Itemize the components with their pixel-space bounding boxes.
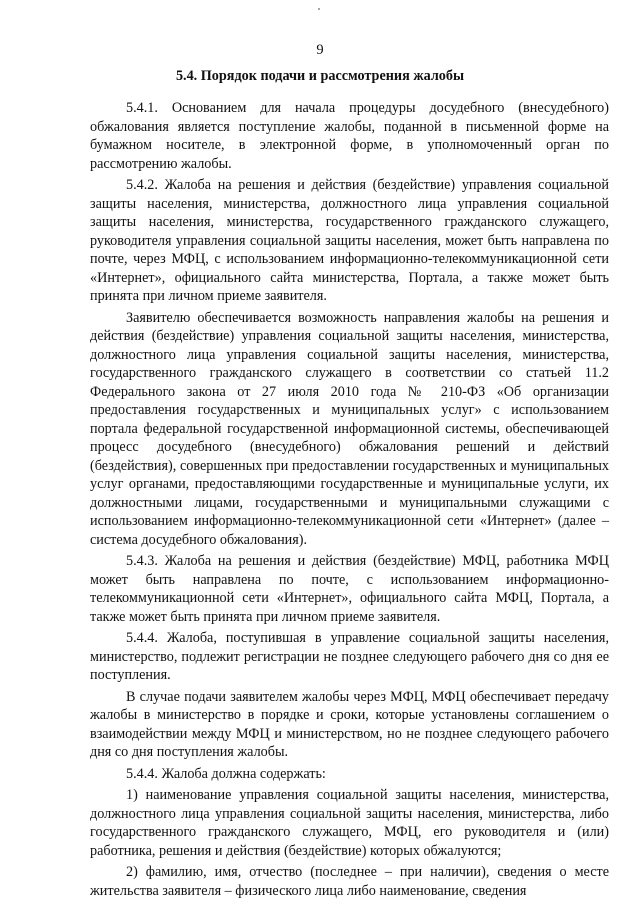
section-heading: 5.4. Порядок подачи и рассмотрения жалобы [175,68,465,84]
list-item-2: 2) фамилию, имя, отчество (последнее – при наличии), сведения о месте жительства заявителя – физического лица либо наименование, сведения [90,864,609,899]
paragraph-5-4-3: 5.4.3. Жалоба на решения и действия (бездействие) МФЦ, работника МФЦ может быть направлена по почте, с использованием информационно-телекоммуникационной сети «Интернет», официального сайта МФЦ, Портала, а также может быть принята при личном приеме заявителя. [90,553,609,625]
paragraph-mfc-transfer: В случае подачи заявителем жалобы через МФЦ, МФЦ обеспечивает передачу жалобы в министерство в порядке и сроки, которые установлены соглашением о взаимодействии между МФЦ и министерством, но не позднее следующего рабочего дня со дня поступления жалобы. [90,688,609,760]
list-item-1: 1) наименование управления социальной защиты населения, министерства, должностного лица управления социальной защиты населения, министерства, либо государственного гражданского служащего, МФЦ, его руководителя и (или) работника, решения и действия (бездействие) которых обжалуются; [90,787,609,859]
paragraph-applicant-opportunity: Заявителю обеспечивается возможность направления жалобы на решения и действия (бездействие) управления социальной защиты населения, министерства, должностного лица управления социальной защиты населения, министерства, государственного гражданского служащего в соответствии со статьей 11.2 Федерального закона от 27 июля 2010 года № 210-ФЗ «Об организации предоставления государственных и муниципальных услуг» с использованием портала федеральной государственной информационной системы, обеспечивающей процесс досудебного (внесудебного) обжалования решений и действий (бездействия), совершенных при предоставлении государственных и муниципальных услуг органами, предоставляющими государственные и муниципальные услуги, их должностными лицами, государственными и муниципальными служащими с использованием информационно-телекоммуникационной сети «Интернет» (далее – система досудебного обжалования). [90,309,609,548]
scan-mark [318,8,320,10]
page-number: 9 [316,42,324,58]
paragraph-5-4-2: 5.4.2. Жалоба на решения и действия (бездействие) управления социальной защиты населения, министерства, должностного лица управления социальной защиты населения, министерства, государственного гражданского служащего, руководителя управления социальной защиты населения, может быть направлена по почте, через МФЦ, с использованием информационно-телекоммуникационной сети «Интернет», официального сайта министерства, Портала, а также может быть принята при личном приеме заявителя. [90,177,609,304]
paragraph-5-4-1: 5.4.1. Основанием для начала процедуры досудебного (внесудебного) обжалования является поступление жалобы, поданной в письменной форме на бумажном носителе, в электронной форме, в уполномоченный орган по рассмотрению жалобы. [90,100,609,172]
paragraph-5-4-4-registration: 5.4.4. Жалоба, поступившая в управление социальной защиты населения, министерство, подлежит регистрации не позднее следующего рабочего дня со дня ее поступления. [90,630,609,683]
paragraph-5-4-4-contents: 5.4.4. Жалоба должна содержать: [126,765,326,782]
body-text [90,99,609,903]
